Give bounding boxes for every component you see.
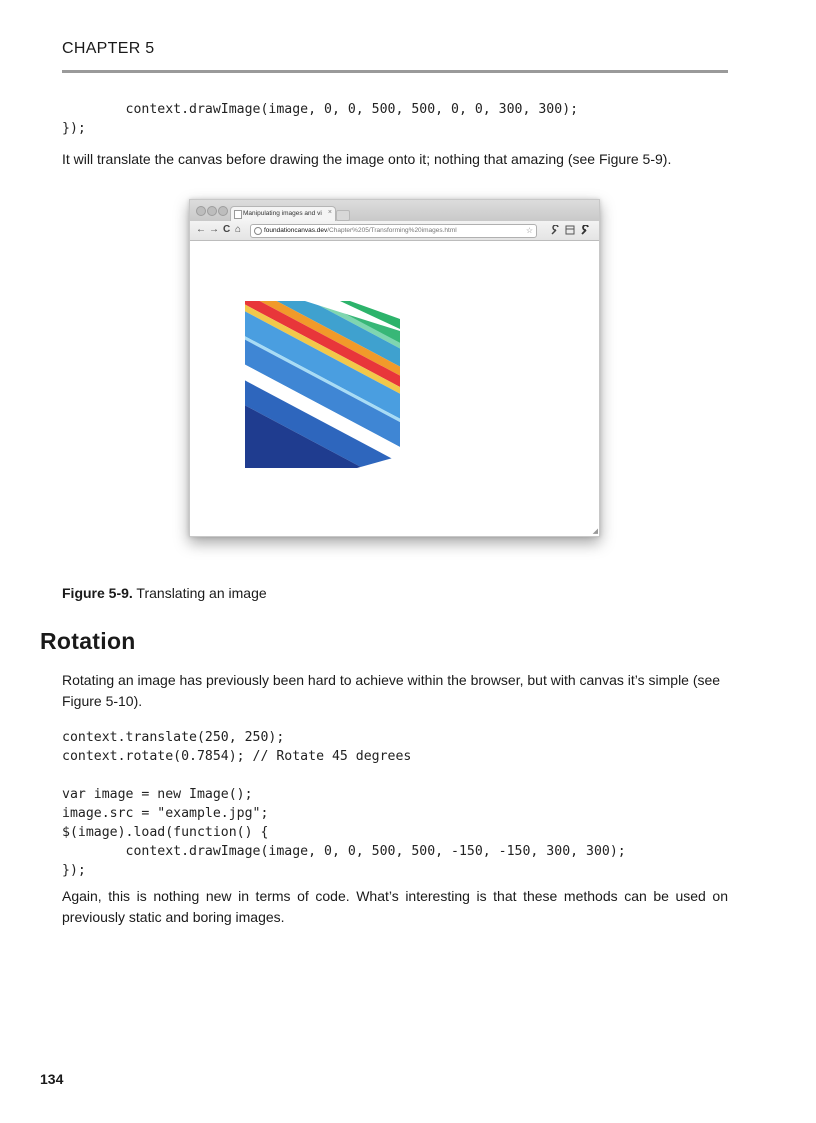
tab-close-icon[interactable]: × xyxy=(327,209,332,216)
browser-viewport xyxy=(190,241,599,536)
paragraph: Rotating an image has previously been hard to achieve within the browser, but with canvas it’s simple (see Figure 5-10). xyxy=(62,672,721,709)
chapter-heading: CHAPTER 5 xyxy=(62,40,155,57)
browser-toolbar xyxy=(190,221,599,241)
browser-window-figure xyxy=(189,199,600,537)
code-line: context.translate(250, 250); xyxy=(62,730,285,745)
minimize-window-icon xyxy=(207,206,217,216)
tab-title: Manipulating images and vi xyxy=(243,210,322,217)
url-text xyxy=(264,225,457,237)
globe-icon xyxy=(254,227,262,235)
paragraph: Again, this is nothing new in terms of code. What’s interesting is that these methods can be used on previously static and boring images. xyxy=(62,888,728,925)
code-block-2 xyxy=(62,728,626,880)
section-title: Rotation xyxy=(40,628,136,654)
caption-text: Translating an image xyxy=(132,585,267,601)
reload-icon[interactable]: C xyxy=(223,224,231,235)
code-line: $(image).load(function() { xyxy=(62,825,269,840)
maximize-window-icon xyxy=(218,206,228,216)
wrench-icon[interactable] xyxy=(550,225,560,235)
caption-label: Figure 5-9. xyxy=(62,585,133,601)
figure-caption xyxy=(62,585,267,601)
code-line: }); xyxy=(62,863,86,878)
url-host: foundationcanvas.dev xyxy=(264,227,328,234)
address-bar[interactable] xyxy=(250,224,537,238)
code-line: var image = new Image(); xyxy=(62,787,253,802)
settings-wrench-icon[interactable] xyxy=(581,225,591,235)
resize-grip-icon[interactable]: ◢ xyxy=(592,528,598,535)
tab-bar xyxy=(190,200,599,221)
browser-tab[interactable] xyxy=(230,206,336,222)
code-line: image.src = "example.jpg"; xyxy=(62,806,269,821)
page-menu-icon[interactable] xyxy=(565,225,575,235)
bookmark-star-icon[interactable]: ☆ xyxy=(525,226,533,235)
url-path: /Chapter%205/Transforming%20images.html xyxy=(327,227,457,234)
code-line: }); xyxy=(62,121,86,136)
code-block-1 xyxy=(62,100,578,138)
back-arrow-icon[interactable]: ← xyxy=(196,224,206,235)
page-icon xyxy=(234,210,242,219)
new-tab-button[interactable] xyxy=(336,210,350,221)
code-line: context.rotate(0.7854); // Rotate 45 degrees xyxy=(62,749,412,764)
chapter-rule xyxy=(62,70,728,73)
home-icon[interactable]: ⌂ xyxy=(235,224,242,235)
translated-canvas-image xyxy=(245,301,400,468)
paragraph: It will translate the canvas before drawing the image onto it; nothing that amazing (see Figure 5-9). xyxy=(62,151,672,167)
page-number: 134 xyxy=(40,1071,64,1087)
code-line: context.drawImage(image, 0, 0, 500, 500, 0, 0, 300, 300); xyxy=(62,102,579,117)
forward-arrow-icon[interactable]: → xyxy=(209,224,219,235)
close-window-icon xyxy=(196,206,206,216)
code-line: context.drawImage(image, 0, 0, 500, 500, -150, -150, 300, 300); xyxy=(62,844,626,859)
